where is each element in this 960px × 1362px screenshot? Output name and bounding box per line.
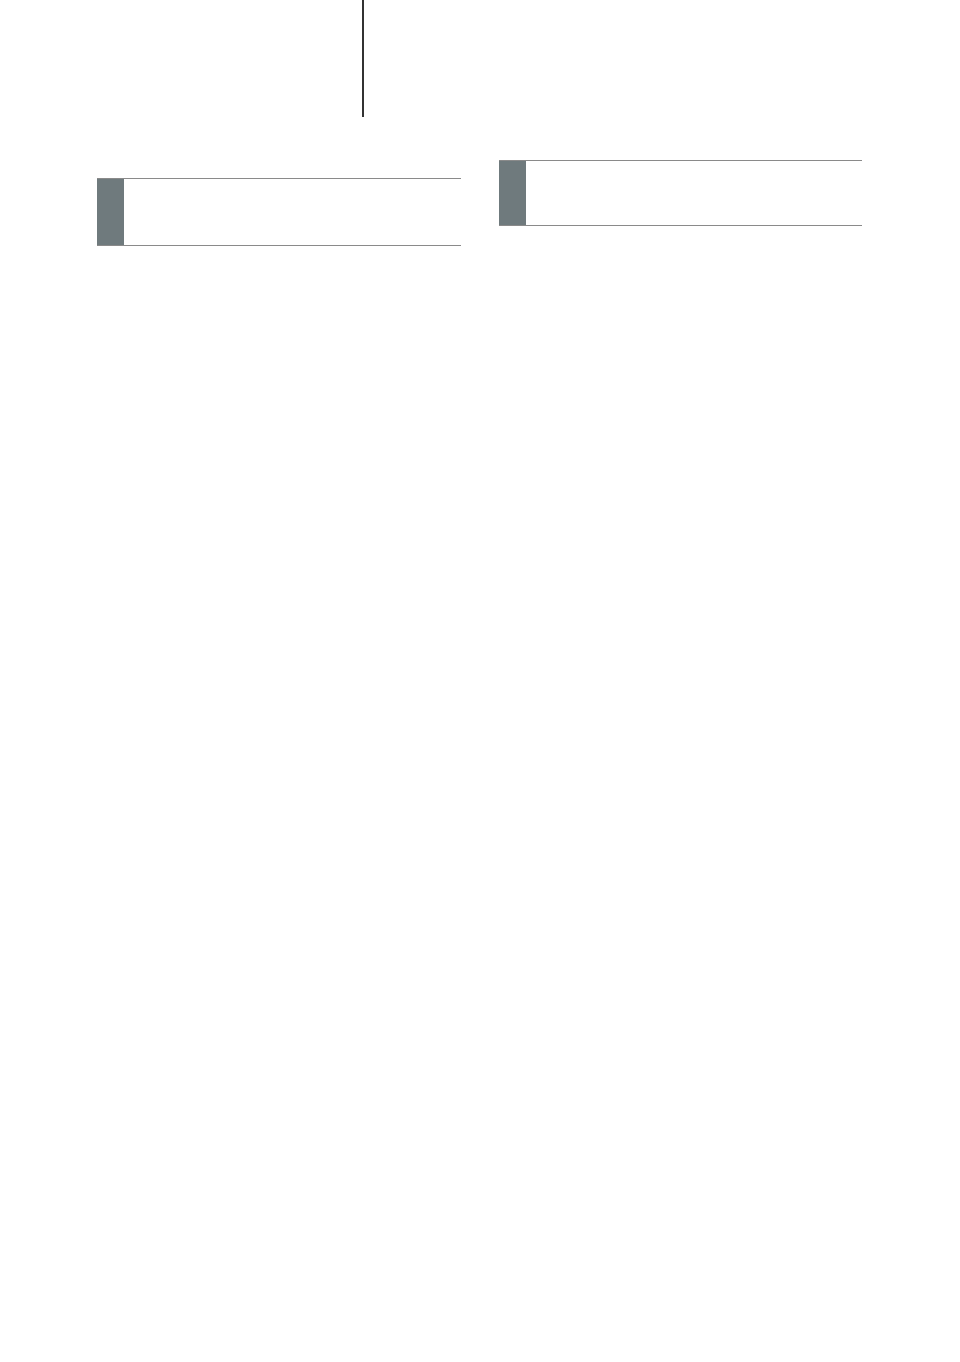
index-header <box>499 160 862 226</box>
left-column <box>97 148 461 276</box>
index-tab <box>499 161 526 225</box>
nav-divider <box>362 0 364 117</box>
chapter-tab <box>97 179 124 245</box>
right-column <box>499 160 862 256</box>
chapter-header <box>97 178 461 246</box>
